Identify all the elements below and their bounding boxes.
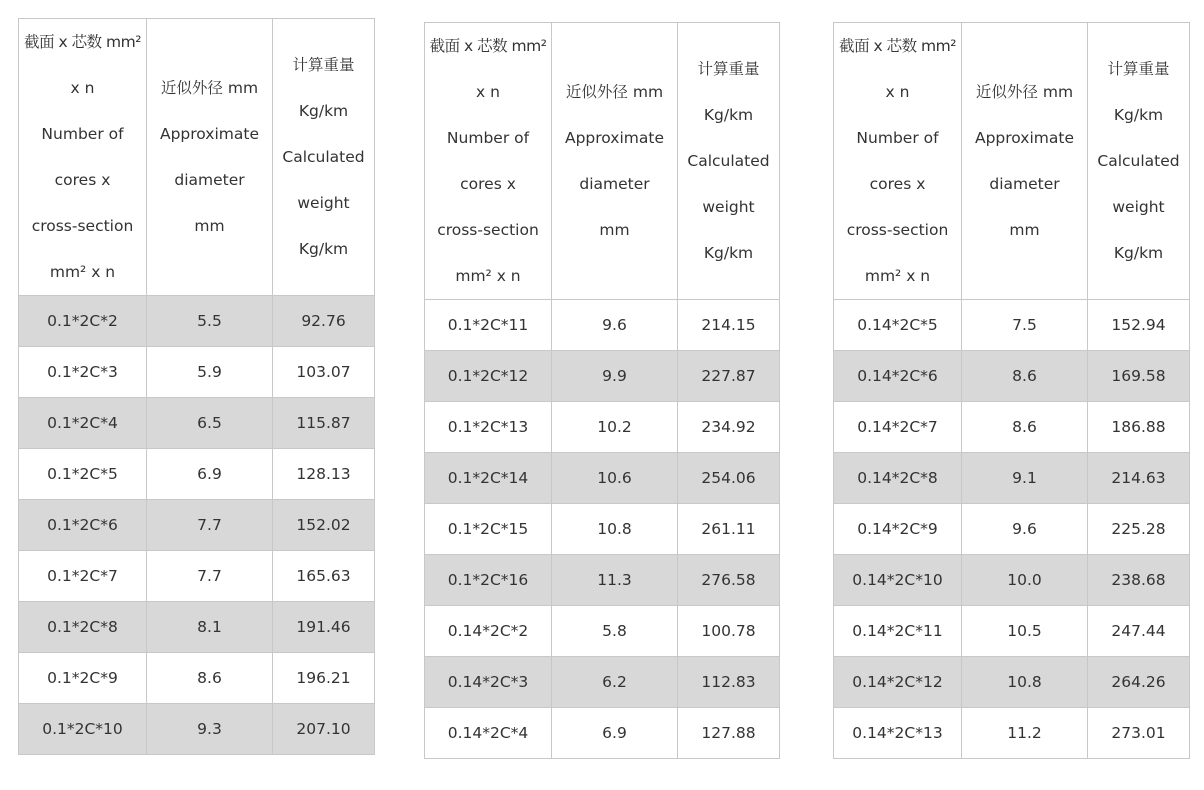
cell-spec: 0.1*2C*13 (425, 402, 552, 453)
header-line: cores x (869, 175, 926, 193)
cell-spec: 0.1*2C*12 (425, 351, 552, 402)
cell-diameter: 7.5 (962, 300, 1088, 351)
cell-spec: 0.1*2C*9 (19, 653, 147, 704)
cell-diameter: 6.9 (147, 449, 273, 500)
cell-spec: 0.14*2C*11 (834, 606, 962, 657)
cell-diameter: 5.9 (147, 347, 273, 398)
cell-diameter: 9.6 (552, 300, 678, 351)
cell-weight: 247.44 (1088, 606, 1190, 657)
cell-diameter: 5.5 (147, 296, 273, 347)
header-section-cores (834, 23, 962, 300)
header-line: Kg/km (703, 106, 754, 124)
cell-weight: 273.01 (1088, 708, 1190, 759)
cell-spec: 0.14*2C*12 (834, 657, 962, 708)
header-line: mm (599, 221, 630, 239)
header-line: Calculated (1097, 152, 1180, 170)
cell-spec: 0.1*2C*11 (425, 300, 552, 351)
header-row (834, 23, 1190, 300)
cell-spec: 0.1*2C*2 (19, 296, 147, 347)
header-line: 截面 x 芯数 mm² (429, 37, 547, 55)
cell-weight: 207.10 (273, 704, 375, 755)
header-line: 近似外径 mm (975, 83, 1074, 101)
cell-weight: 191.46 (273, 602, 375, 653)
header-line: cores x (460, 175, 516, 193)
header-calculated-weight (1088, 23, 1190, 300)
header-line: x n (476, 83, 500, 101)
header-approx-diameter (552, 23, 678, 300)
cell-weight: 152.02 (273, 500, 375, 551)
table-row (19, 653, 375, 704)
cell-spec: 0.1*2C*5 (19, 449, 147, 500)
cell-spec: 0.14*2C*5 (834, 300, 962, 351)
cell-weight: 196.21 (273, 653, 375, 704)
table-row (834, 504, 1190, 555)
table-row (834, 555, 1190, 606)
spec-table-1 (18, 18, 375, 755)
cell-spec: 0.14*2C*4 (425, 708, 552, 759)
header-line: diameter (579, 175, 650, 193)
header-line: 近似外径 mm (565, 83, 664, 101)
cell-diameter: 6.5 (147, 398, 273, 449)
header-line: Kg/km (703, 244, 754, 262)
header-line: weight (297, 194, 350, 212)
cell-weight: 115.87 (273, 398, 375, 449)
header-line: weight (702, 198, 755, 216)
cell-diameter: 9.1 (962, 453, 1088, 504)
header-line: Approximate (159, 125, 259, 143)
header-approx-diameter (147, 19, 273, 296)
cell-spec: 0.14*2C*3 (425, 657, 552, 708)
cell-weight: 128.13 (273, 449, 375, 500)
cell-spec: 0.14*2C*2 (425, 606, 552, 657)
cell-spec: 0.1*2C*7 (19, 551, 147, 602)
cell-diameter: 10.2 (552, 402, 678, 453)
header-line: Number of (446, 129, 530, 147)
cell-diameter: 9.9 (552, 351, 678, 402)
cell-diameter: 9.6 (962, 504, 1088, 555)
table-row (425, 300, 780, 351)
cell-weight: 92.76 (273, 296, 375, 347)
header-line: mm (1009, 221, 1040, 239)
header-line: mm² x n (864, 267, 931, 285)
table-row (834, 402, 1190, 453)
cell-diameter: 9.3 (147, 704, 273, 755)
cell-diameter: 5.8 (552, 606, 678, 657)
cell-diameter: 11.2 (962, 708, 1088, 759)
header-row (425, 23, 780, 300)
header-line: diameter (989, 175, 1060, 193)
header-line: Calculated (687, 152, 770, 170)
cell-weight: 103.07 (273, 347, 375, 398)
header-line: cross-section (846, 221, 949, 239)
cell-spec: 0.1*2C*10 (19, 704, 147, 755)
header-line: cores x (54, 171, 111, 189)
cell-weight: 214.15 (678, 300, 780, 351)
cell-diameter: 8.6 (962, 402, 1088, 453)
cell-weight: 276.58 (678, 555, 780, 606)
cell-spec: 0.14*2C*9 (834, 504, 962, 555)
table-row (425, 402, 780, 453)
cell-spec: 0.1*2C*15 (425, 504, 552, 555)
table-row (19, 347, 375, 398)
table-row (19, 398, 375, 449)
table-row (425, 657, 780, 708)
cell-spec: 0.14*2C*7 (834, 402, 962, 453)
cell-weight: 238.68 (1088, 555, 1190, 606)
table-row (425, 453, 780, 504)
cell-spec: 0.1*2C*3 (19, 347, 147, 398)
cell-diameter: 10.8 (962, 657, 1088, 708)
header-line: 计算重量 (292, 56, 355, 74)
cell-diameter: 6.2 (552, 657, 678, 708)
cell-spec: 0.1*2C*4 (19, 398, 147, 449)
cell-diameter: 8.6 (962, 351, 1088, 402)
header-line: 计算重量 (1107, 60, 1170, 78)
table-row (834, 606, 1190, 657)
header-section-cores (19, 19, 147, 296)
cell-weight: 100.78 (678, 606, 780, 657)
cell-spec: 0.14*2C*10 (834, 555, 962, 606)
table-row (19, 704, 375, 755)
header-line: mm² x n (49, 263, 116, 281)
table-row (834, 708, 1190, 759)
header-line: Kg/km (1113, 244, 1164, 262)
table-row (425, 351, 780, 402)
cell-weight: 264.26 (1088, 657, 1190, 708)
cell-spec: 0.1*2C*16 (425, 555, 552, 606)
header-row (19, 19, 375, 296)
table-row (425, 606, 780, 657)
cell-diameter: 10.5 (962, 606, 1088, 657)
header-line: Kg/km (298, 240, 349, 258)
table-row (834, 351, 1190, 402)
header-line: 截面 x 芯数 mm² (24, 33, 141, 51)
cell-diameter: 7.7 (147, 500, 273, 551)
cell-spec: 0.1*2C*8 (19, 602, 147, 653)
cell-weight: 112.83 (678, 657, 780, 708)
table-row (425, 708, 780, 759)
table-row (19, 551, 375, 602)
cell-spec: 0.14*2C*13 (834, 708, 962, 759)
header-line: cross-section (437, 221, 539, 239)
table-row (19, 296, 375, 347)
table-row (19, 449, 375, 500)
cell-weight: 152.94 (1088, 300, 1190, 351)
cell-spec: 0.14*2C*6 (834, 351, 962, 402)
cell-weight: 165.63 (273, 551, 375, 602)
header-line: Approximate (564, 129, 664, 147)
cell-diameter: 10.8 (552, 504, 678, 555)
cell-weight: 225.28 (1088, 504, 1190, 555)
header-line: x n (70, 79, 95, 97)
header-section-cores (425, 23, 552, 300)
cell-spec: 0.1*2C*14 (425, 453, 552, 504)
cell-weight: 254.06 (678, 453, 780, 504)
cell-spec: 0.1*2C*6 (19, 500, 147, 551)
cell-diameter: 11.3 (552, 555, 678, 606)
header-line: cross-section (31, 217, 134, 235)
table-row (834, 300, 1190, 351)
cell-diameter: 10.0 (962, 555, 1088, 606)
table-row (834, 453, 1190, 504)
table-row (19, 602, 375, 653)
spec-table-2 (424, 22, 780, 759)
header-line: x n (885, 83, 910, 101)
table-row (425, 555, 780, 606)
cell-weight: 227.87 (678, 351, 780, 402)
header-line: mm² x n (455, 267, 521, 285)
header-line: Kg/km (298, 102, 349, 120)
cell-weight: 169.58 (1088, 351, 1190, 402)
header-approx-diameter (962, 23, 1088, 300)
header-line: Number of (856, 129, 939, 147)
header-line: Approximate (974, 129, 1074, 147)
cell-weight: 261.11 (678, 504, 780, 555)
header-line: Number of (41, 125, 124, 143)
cell-diameter: 10.6 (552, 453, 678, 504)
cell-diameter: 8.1 (147, 602, 273, 653)
table-row (425, 504, 780, 555)
header-line: weight (1112, 198, 1165, 216)
header-line: 计算重量 (697, 60, 760, 78)
header-line: diameter (174, 171, 245, 189)
header-calculated-weight (678, 23, 780, 300)
cell-weight: 186.88 (1088, 402, 1190, 453)
cell-diameter: 6.9 (552, 708, 678, 759)
cell-diameter: 8.6 (147, 653, 273, 704)
header-line: Kg/km (1113, 106, 1164, 124)
cell-diameter: 7.7 (147, 551, 273, 602)
header-line: 近似外径 mm (160, 79, 259, 97)
cell-weight: 127.88 (678, 708, 780, 759)
header-calculated-weight (273, 19, 375, 296)
cell-spec: 0.14*2C*8 (834, 453, 962, 504)
table-row (834, 657, 1190, 708)
spec-table-3 (833, 22, 1190, 759)
header-line: Calculated (282, 148, 365, 166)
cell-weight: 234.92 (678, 402, 780, 453)
table-row (19, 500, 375, 551)
header-line: mm (194, 217, 225, 235)
cell-weight: 214.63 (1088, 453, 1190, 504)
header-line: 截面 x 芯数 mm² (839, 37, 956, 55)
